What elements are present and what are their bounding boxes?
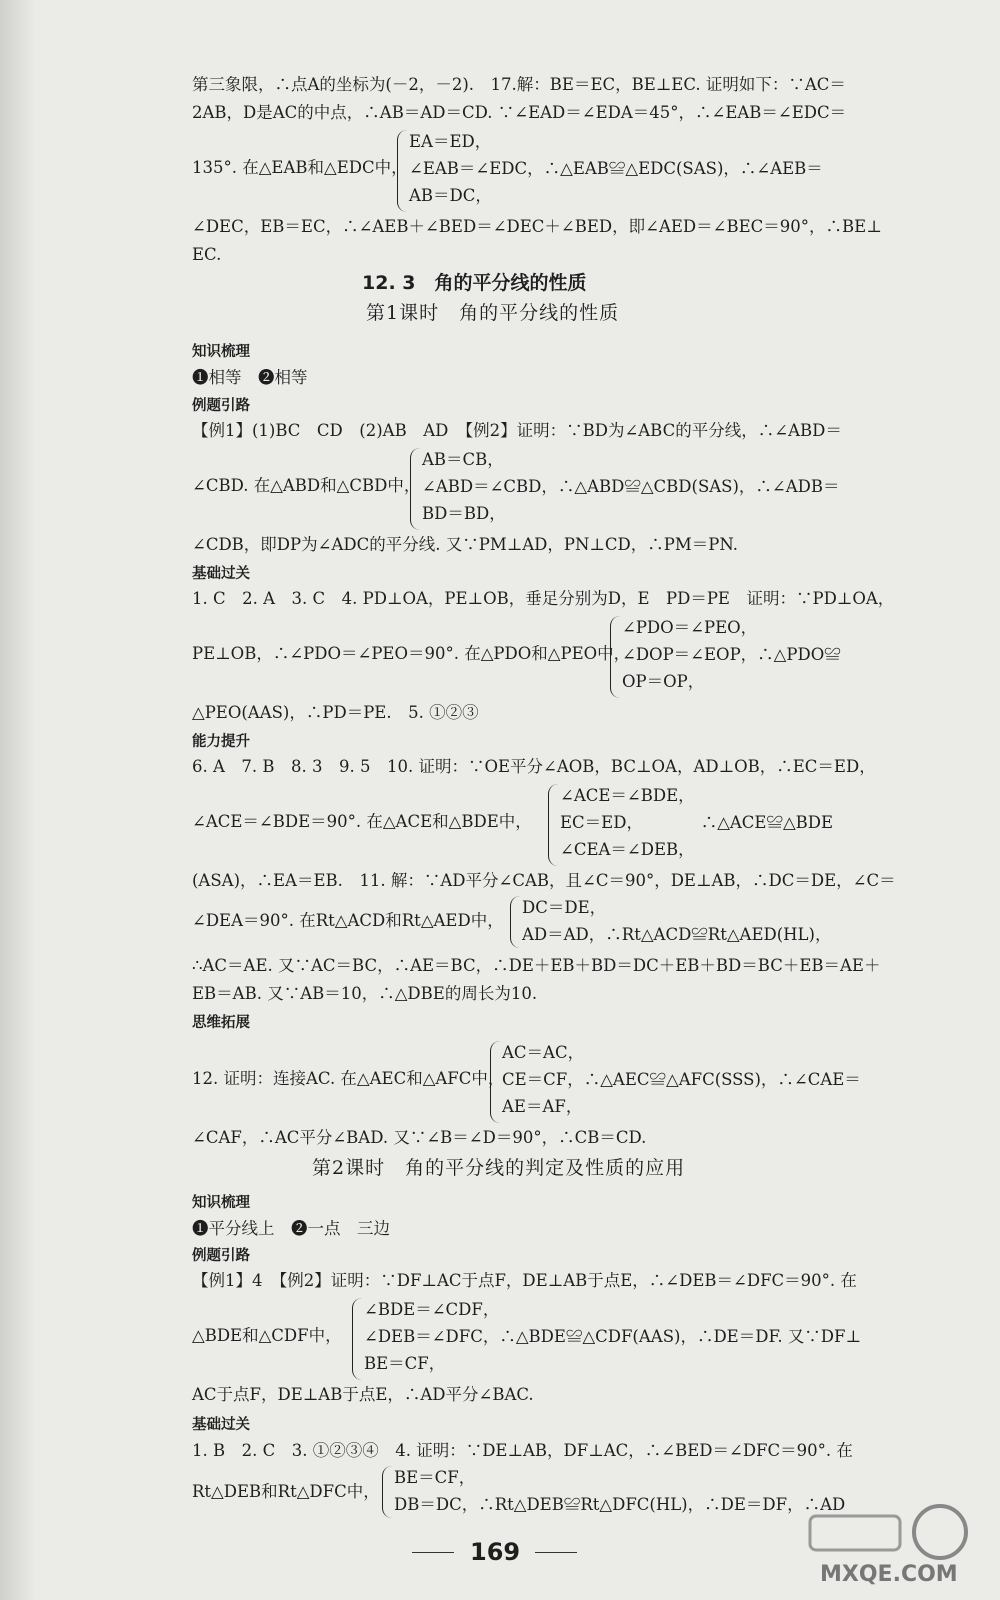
section-label: 基础过关	[192, 566, 250, 582]
lesson-title: 第1课时 角的平分线的性质	[366, 302, 620, 324]
text-line: ∠DEA＝90°. 在Rt△ACD和Rt△AED中，	[192, 911, 504, 930]
page-edge-shadow	[0, 0, 36, 1600]
page-number-dash	[412, 1552, 454, 1553]
text-line: 1. B 2. C 3. ①②③④ 4. 证明：∵DE⊥AB，DF⊥AC，∴∠BED＝∠DFC＝90°. 在	[192, 1441, 853, 1460]
text-line: 【例1】(1)BC CD (2)AB AD 【例2】证明：∵BD为∠ABC的平分线，∴∠ABD＝	[192, 421, 842, 440]
brace-line: DB＝DC，∴Rt△DEB≌Rt△DFC(HL)，∴DE＝DF，∴AD	[394, 1495, 846, 1514]
text-line: (ASA)，∴EA＝EB. 11. 解：∵AD平分∠CAB，且∠C＝90°，DE⊥AB，∴DC＝DE，∠C＝	[192, 871, 896, 890]
brace-line: EA＝ED，	[409, 132, 492, 151]
text-line: ∠DEC，EB＝EC，∴∠AEB＋∠BED＝∠DEC＋∠BED，即∠AED＝∠BEC＝90°，∴BE⊥	[192, 217, 882, 236]
brace-line: BE＝CF，	[394, 1468, 476, 1487]
section-label: 知识梳理	[192, 344, 250, 360]
text-line: △BDE和△CDF中，	[192, 1326, 342, 1345]
brace-line: AC＝AC，	[502, 1043, 585, 1062]
text-line: 【例1】4 【例2】证明：∵DF⊥AC于点F，DE⊥AB于点E，∴∠DEB＝∠DFC＝90°. 在	[192, 1271, 857, 1290]
text-line: ∴AC＝AE. 又∵AC＝BC，∴AE＝BC，∴DE＋EB＋BD＝DC＋EB＋BD＝BC＋EB＝AE＋	[192, 956, 881, 975]
section-label: 思维拓展	[192, 1015, 250, 1031]
text-line: ❶相等 ❷相等	[192, 368, 308, 387]
brace-line: ∠EAB＝∠EDC，∴△EAB≌△EDC(SAS)，∴∠AEB＝	[409, 159, 823, 178]
brace-line: CE＝CF，∴△AEC≌△AFC(SSS)，∴∠CAE＝	[502, 1070, 861, 1089]
brace-line: ∠DEB＝∠DFC，∴△BDE≌△CDF(AAS)，∴DE＝DF. 又∵DF⊥	[364, 1327, 862, 1346]
page-number-dash	[535, 1552, 577, 1553]
text-line: ∠ACE＝∠BDE＝90°. 在△ACE和△BDE中，	[192, 812, 532, 831]
brace-line: BE＝CF，	[364, 1354, 446, 1373]
text-line: △PEO(AAS)，∴PD＝PE. 5. ①②③	[192, 703, 479, 722]
brace-line: ∠ABD＝∠CBD，∴△ABD≌△CBD(SAS)，∴∠ADB＝	[422, 477, 840, 496]
text-line: ∠CDB，即DP为∠ADC的平分线. 又∵PM⊥AD，PN⊥CD，∴PM＝PN.	[192, 535, 739, 554]
brace-line: ∠DOP＝∠EOP，∴△PDO≌	[622, 645, 841, 664]
brace-line: AB＝CB，	[422, 450, 504, 469]
lesson-title: 第2课时 角的平分线的判定及性质的应用	[312, 1157, 686, 1179]
section-label: 知识梳理	[192, 1195, 250, 1211]
brace-line: AB＝DC，	[409, 186, 492, 205]
section-label: 基础过关	[192, 1417, 250, 1433]
section-label: 能力提升	[192, 734, 250, 750]
section-label: 例题引路	[192, 398, 250, 414]
watermark-text: MXQE.COM	[820, 1562, 958, 1587]
section-label: 例题引路	[192, 1248, 250, 1264]
text-line: PE⊥OB，∴∠PDO＝∠PEO＝90°. 在△PDO和△PEO中，	[192, 644, 631, 663]
text-line: 第三象限，∴点A的坐标为(－2，－2). 17.解：BE＝EC，BE⊥EC. 证明如下：∵AC＝	[192, 75, 846, 94]
text-line: ∠CBD. 在△ABD和△CBD中，	[192, 476, 421, 495]
text-line: 1. C 2. A 3. C 4. PD⊥OA，PE⊥OB，垂足分别为D，E PD＝PE 证明：∵PD⊥OA，	[192, 589, 895, 608]
brace-line: AD＝AD，∴Rt△ACD≌Rt△AED(HL)，	[522, 925, 832, 944]
brace-line: ∠CEA＝∠DEB，	[560, 840, 695, 859]
text-line: 12. 证明：连接AC. 在△AEC和△AFC中，	[192, 1069, 505, 1088]
text-line: 2AB，D是AC的中点，∴AB＝AD＝CD. ∵∠EAD＝∠EDA＝45°，∴∠EAB＝∠EDC＝	[192, 103, 847, 122]
text-line: 6. A 7. B 8. 3 9. 5 10. 证明：∵OE平分∠AOB，BC⊥OA，AD⊥OB，∴EC＝ED，	[192, 757, 876, 776]
text-line: AC于点F，DE⊥AB于点E，∴AD平分∠BAC.	[192, 1385, 534, 1404]
section-title: 12. 3 角的平分线的性质	[362, 272, 587, 294]
brace-line: BD＝BD，	[422, 504, 506, 523]
brace-line: DC＝DE，	[522, 898, 607, 917]
text-line: EC.	[192, 245, 222, 264]
brace-line: EC＝ED， ∴△ACE≌△BDE	[560, 813, 834, 832]
brace-line: ∠BDE＝∠CDF，	[364, 1300, 500, 1319]
brace-line: ∠PDO＝∠PEO，	[622, 618, 758, 637]
page-number: 169	[470, 1538, 521, 1566]
text-line: 135°. 在△EAB和△EDC中，	[192, 158, 408, 177]
brace-line: ∠ACE＝∠BDE，	[560, 786, 695, 805]
brace-line: OP＝OP，	[622, 672, 705, 691]
watermark-logo	[790, 1492, 985, 1592]
text-line: Rt△DEB和Rt△DFC中，	[192, 1482, 380, 1501]
brace-line: AE＝AF，	[502, 1097, 583, 1116]
text-line: EB＝AB. 又∵AB＝10，∴△DBE的周长为10.	[192, 984, 538, 1003]
text-line: ❶平分线上 ❷一点 三边	[192, 1219, 390, 1238]
text-line: ∠CAF，∴AC平分∠BAD. 又∵∠B＝∠D＝90°，∴CB＝CD.	[192, 1128, 647, 1147]
